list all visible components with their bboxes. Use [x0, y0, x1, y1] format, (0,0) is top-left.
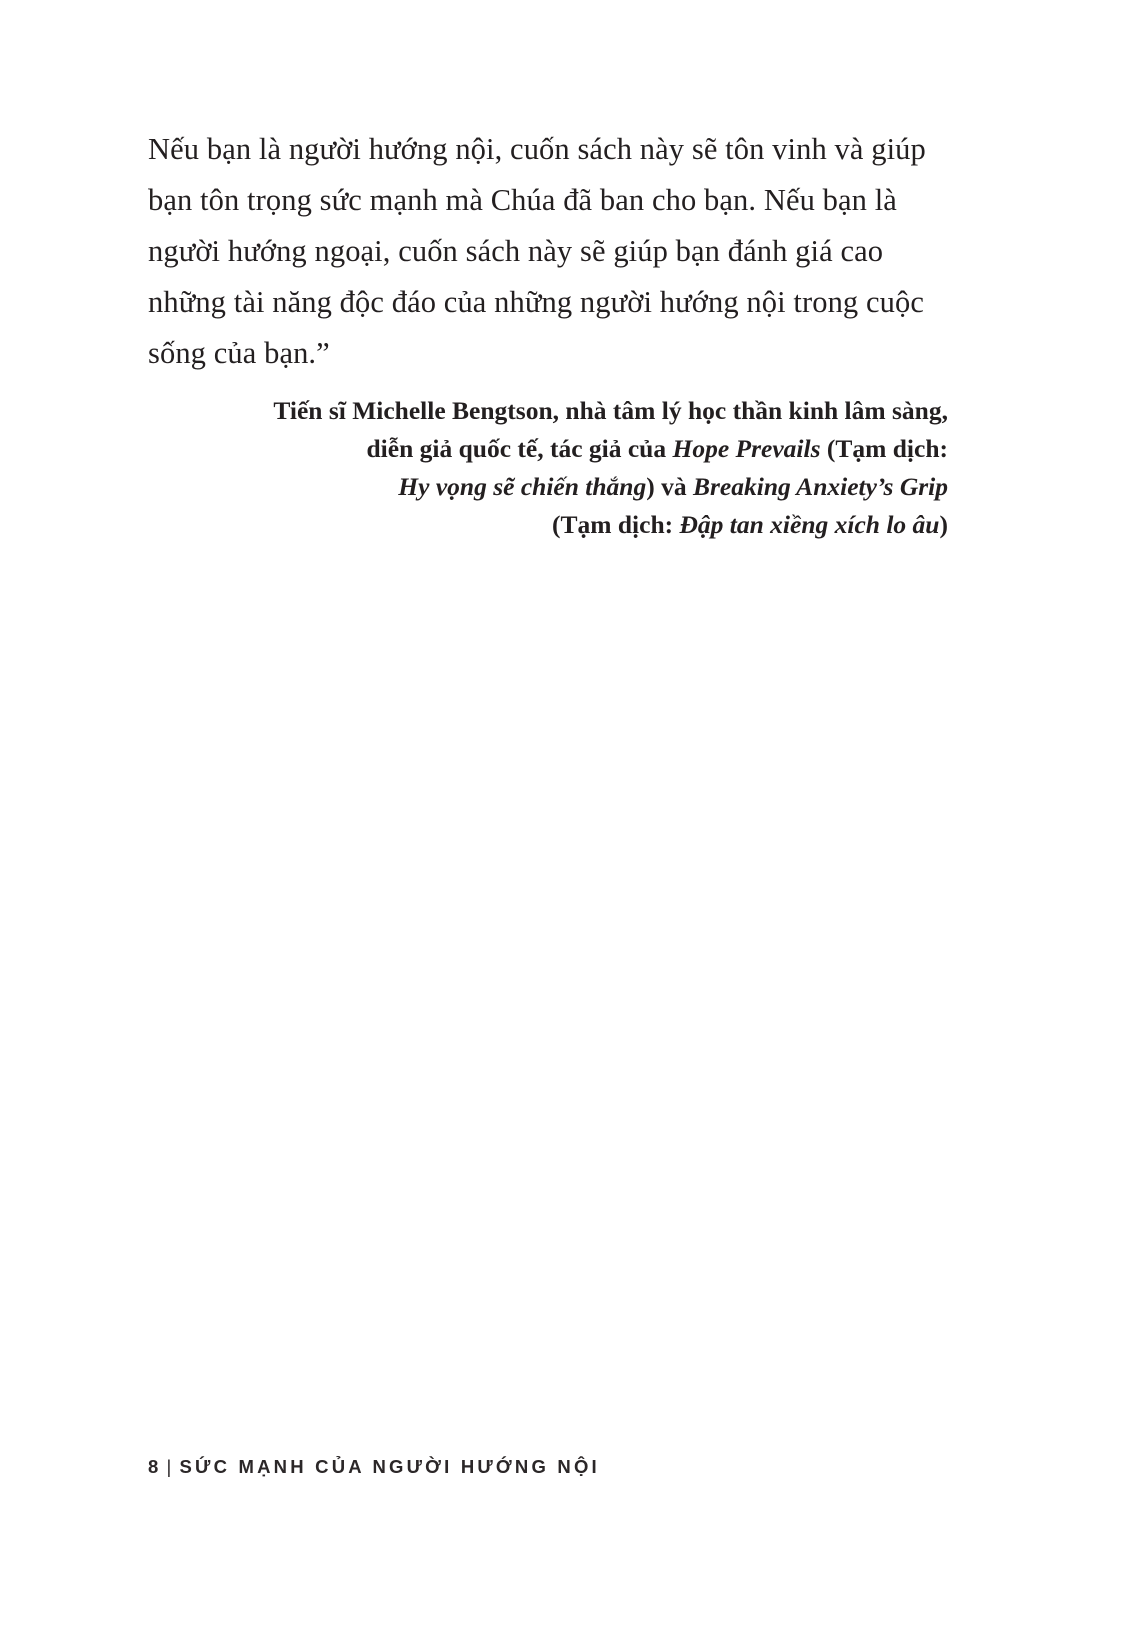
page-content [148, 124, 948, 544]
page-footer [148, 1456, 600, 1478]
attribution-line-4-suffix: ) [939, 510, 948, 539]
attribution-line-3 [218, 468, 948, 506]
attribution-line-3-mid: ) và [646, 472, 693, 501]
attribution-line-4-prefix: (Tạm dịch: [552, 510, 680, 539]
footer-book-title: SỨC MẠNH CỦA NGƯỜI HƯỚNG NỘI [179, 1456, 600, 1477]
quote-paragraph: Nếu bạn là người hướng nội, cuốn sách này sẽ tôn vinh và giúp bạn tôn trọng sức mạnh mà Chúa đã ban cho bạn. Nếu bạn là người hướng ngoại, cuốn sách này sẽ giúp bạn đánh giá cao những tài năng độc đáo của những người hướng nội trong cuộc sống của bạn.” [148, 132, 926, 370]
attribution-line-2-suffix: (Tạm dịch: [820, 434, 948, 463]
attribution-line-2-prefix: diễn giả quốc tế, tác giả của [366, 434, 673, 463]
attribution-book-title-1: Hope Prevails [672, 434, 821, 463]
footer-separator: | [166, 1456, 175, 1477]
attribution-line-4 [218, 506, 948, 544]
attribution-book-title-2-translated: Đập tan xiềng xích lo âu [679, 510, 940, 539]
attribution-book-title-1-translated: Hy vọng sẽ chiến thắng [398, 472, 647, 501]
attribution-book-title-2: Breaking Anxiety’s Grip [692, 472, 948, 501]
footer-page-number: 8 [148, 1456, 162, 1477]
attribution-line-1: Tiến sĩ Michelle Bengtson, nhà tâm lý học thần kinh lâm sàng, [273, 396, 948, 425]
attribution-line-2 [218, 430, 948, 468]
quote-attribution [148, 392, 948, 544]
